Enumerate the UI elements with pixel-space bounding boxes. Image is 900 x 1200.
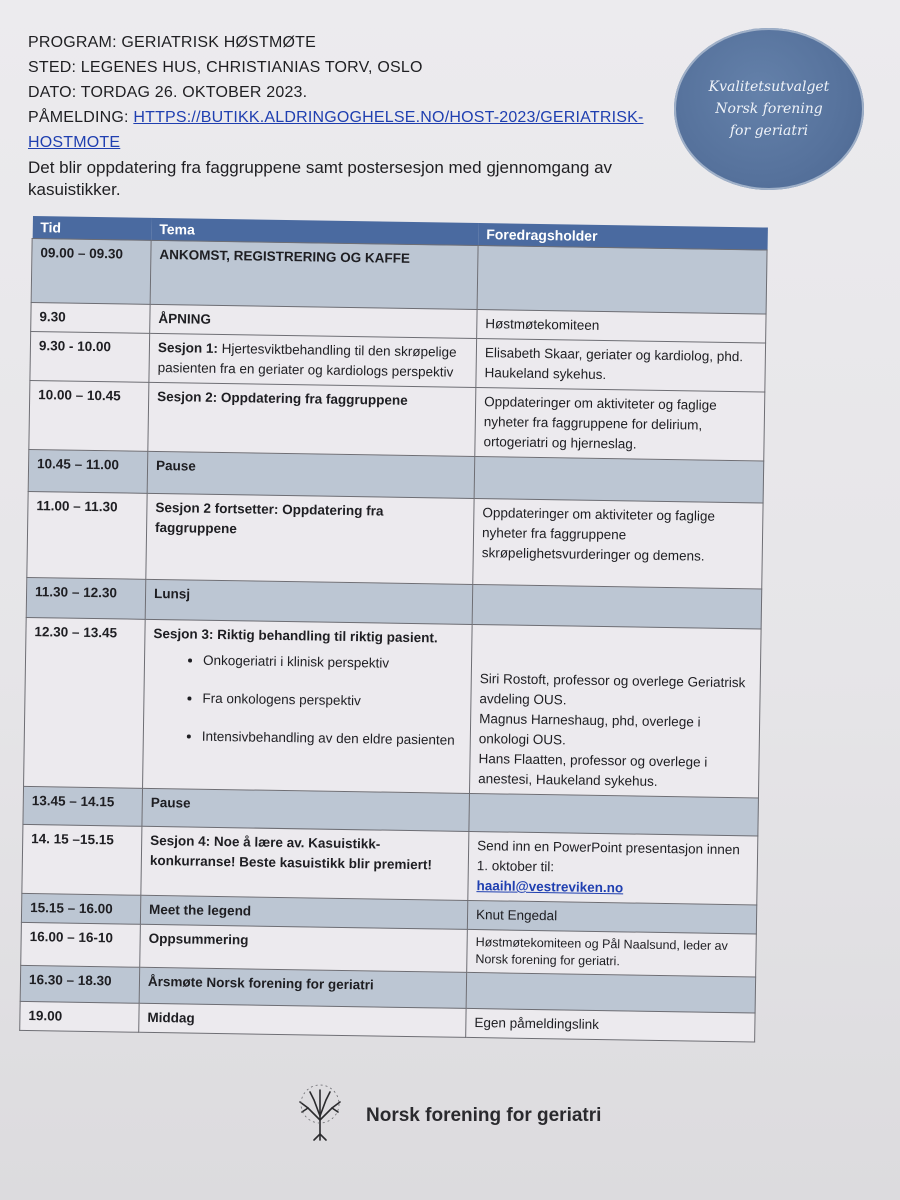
session-bullets (152, 650, 463, 751)
schedule-table-wrap (19, 216, 768, 1042)
session-label: Sesjon 1: (157, 339, 219, 356)
row-speaker: Egen påmeldingslink (466, 1008, 755, 1042)
row-speaker: Oppdateringer om aktiviteter og faglige nyheter fra faggruppene skrøpelighetsvurderinger og demens. (473, 498, 763, 589)
row-time: 16.30 – 18.30 (20, 965, 140, 1003)
row-speaker (466, 972, 756, 1013)
row-speaker (468, 831, 758, 905)
table-row (29, 380, 765, 461)
row-speaker: Elisabeth Skaar, geriater og kardiolog, phd. Haukeland sykehus. (476, 338, 766, 392)
program-date: DATO: TORDAG 26. OKTOBER 2023. (28, 84, 308, 101)
registration-link[interactable]: HTTPS://BUTIKK.ALDRINGOGHELSE.NO/HOST-2023/GERIATRISK-HOSTMOTE (28, 109, 644, 151)
tree-icon (288, 1084, 352, 1147)
row-topic: Oppsummering (140, 924, 468, 972)
list-item: • Onkogeriatri i klinisk perspektiv (203, 651, 463, 675)
row-time: 19.00 (20, 1001, 139, 1032)
row-topic: ANKOMST, REGISTRERING OG KAFFE (150, 240, 478, 309)
row-time: 9.30 (31, 302, 150, 333)
row-topic: Sesjon 2 fortsetter: Oppdatering fra faggruppene (146, 493, 474, 584)
row-time: 9.30 - 10.00 (30, 331, 150, 382)
row-time: 10.00 – 10.45 (29, 380, 149, 451)
row-speaker (472, 584, 762, 629)
table-row (24, 617, 762, 798)
row-time: 11.30 – 12.30 (26, 577, 146, 619)
row-speaker (469, 793, 759, 836)
row-time: 11.00 – 11.30 (27, 491, 147, 579)
speaker-line: Hans Flaatten, professor og overlege i anestesi, Haukeland sykehus. (478, 751, 708, 789)
row-time: 10.45 – 11.00 (28, 449, 148, 493)
schedule-table (19, 216, 768, 1042)
footer-logo (288, 1084, 601, 1147)
row-topic (149, 333, 477, 387)
row-time: 15.15 – 16.00 (21, 893, 140, 924)
intro-text: Det blir oppdatering fra faggruppene samt postersesjon med gjennomgang av kasuistikker. (28, 158, 613, 199)
row-time: 09.00 – 09.30 (31, 239, 151, 305)
badge-line-2: Norsk forening (715, 101, 823, 117)
speaker-line: Siri Rostoft, professor og overlege Geriatrisk avdeling OUS. (479, 671, 746, 708)
row-speaker: Høstmøtekomiteen og Pål Naalsund, leder av Norsk forening for geriatri. (467, 929, 757, 977)
header-foredragsholder: Foredragsholder (478, 223, 767, 250)
table-row (22, 824, 758, 905)
row-topic: Sesjon 4: Noe å lære av. Kasuistikk-konkurranse! Beste kasuistikk blir premiert! (141, 826, 469, 900)
session-title: Sesjon 3: Riktig behandling til riktig pasient. (153, 625, 438, 646)
row-topic: Meet the legend (140, 895, 467, 929)
committee-badge (674, 28, 864, 190)
program-title: PROGRAM: GERIATRISK HØSTMØTE (28, 34, 316, 51)
row-speaker: Høstmøtekomiteen (477, 310, 766, 344)
list-item: • Intensivbehandling av den eldre pasienten (202, 727, 462, 751)
speaker-line: Magnus Harneshaug, phd, overlege i onkologi OUS. (478, 711, 701, 748)
list-item: • Fra onkologens perspektiv (202, 689, 462, 713)
email-link[interactable]: haaihl@vestreviken.no (476, 878, 624, 896)
row-time: 16.00 – 16-10 (21, 922, 141, 967)
session-text: Hjertesviktbehandling til den skrøpelige pasienten fra en geriater og kardiologs perspektiv (157, 340, 457, 380)
header-tid: Tid (32, 216, 151, 240)
row-topic: Middag (139, 1003, 466, 1037)
row-topic: Pause (147, 451, 475, 498)
row-speaker (469, 624, 761, 798)
table-row (27, 491, 763, 589)
row-speaker (477, 246, 767, 315)
row-topic: Årsmøte Norsk forening for geriatri (139, 967, 467, 1008)
row-topic: ÅPNING (150, 304, 477, 338)
row-topic (143, 619, 473, 793)
row-topic: Sesjon 2: Oppdatering fra faggruppene (148, 382, 476, 456)
organization-name: Norsk forening for geriatri (366, 1104, 602, 1126)
speaker-text: Send inn en PowerPoint presentasjon innen 1. oktober til: (476, 838, 740, 875)
row-time: 12.30 – 13.45 (24, 617, 146, 788)
row-time: 14. 15 –15.15 (22, 824, 142, 895)
row-speaker: Knut Engedal (467, 900, 756, 934)
row-topic: Pause (142, 788, 470, 831)
program-header (28, 30, 688, 201)
registration-line (28, 105, 688, 155)
row-topic: Lunsj (145, 579, 473, 624)
registration-label: PÅMELDING: (28, 109, 134, 126)
header-tema: Tema (151, 218, 478, 246)
row-speaker: Oppdateringer om aktiviteter og faglige nyheter fra faggruppene for delirium, ortogeriatri og hjerneslag. (475, 387, 765, 461)
badge-line-1: Kvalitetsutvalget (708, 79, 830, 95)
row-time: 13.45 – 14.15 (23, 786, 143, 826)
badge-line-3: for geriatri (729, 123, 809, 139)
table-row (31, 239, 767, 315)
row-speaker (474, 456, 764, 503)
program-location: STED: LEGENES HUS, CHRISTIANIAS TORV, OSLO (28, 59, 423, 76)
